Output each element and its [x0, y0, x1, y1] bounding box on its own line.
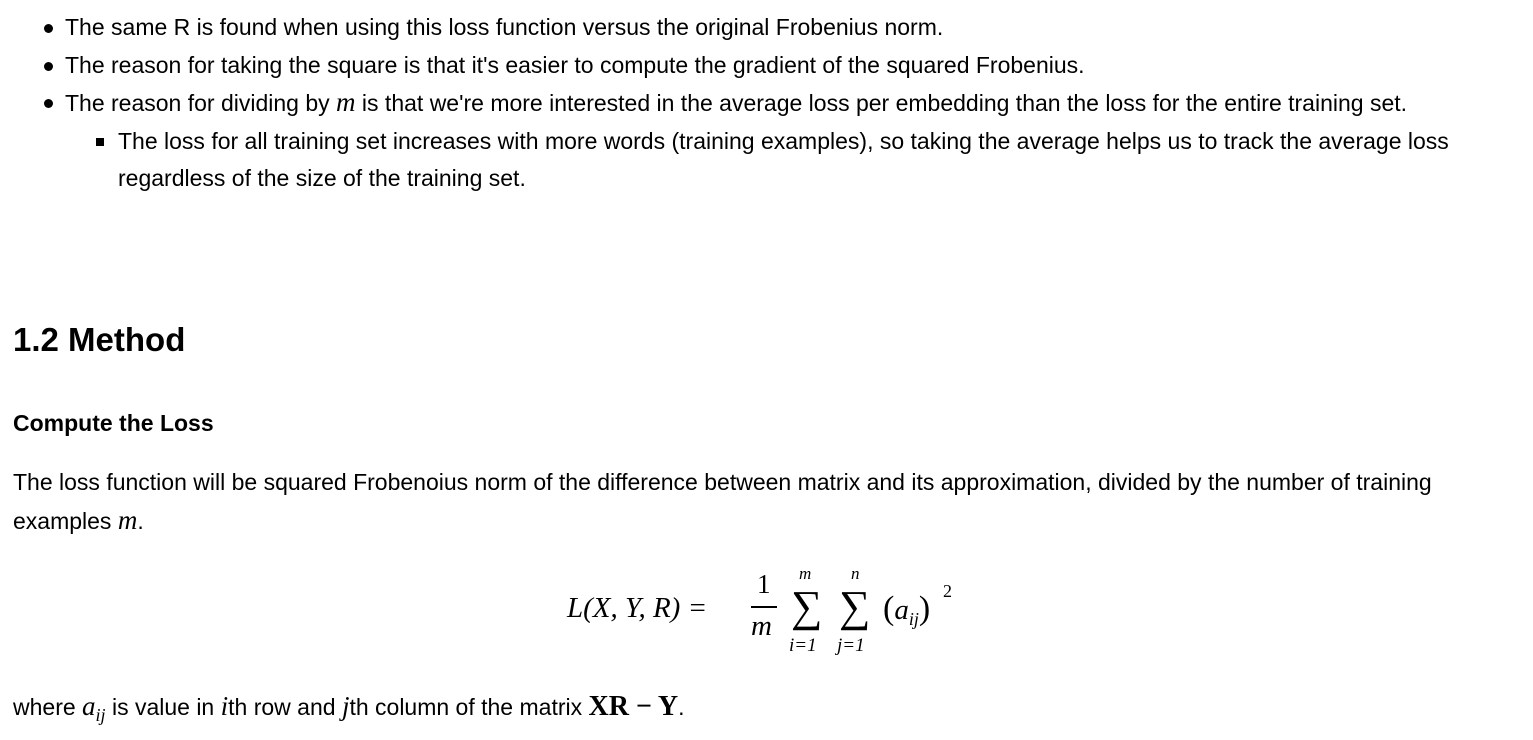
list-item [0, 84, 1500, 198]
where-text-3: th row and [228, 694, 342, 720]
bullet-list [0, 9, 1500, 198]
intro-text: The loss function will be squared Frobenoius norm of the difference between matrix and its approximation, divided by the number of training examples [13, 469, 1432, 534]
bullet-dot [44, 99, 53, 108]
sum-j-upper-limit: n [851, 564, 860, 583]
where-text-2: is value in [105, 694, 221, 720]
summand: $(a_{ij})$ [883, 590, 931, 629]
bullet-dot [44, 62, 53, 71]
fraction-bar [751, 606, 777, 608]
intro-end: . [137, 507, 144, 534]
math-variable-i: i [220, 691, 229, 721]
exponent: 2 [943, 581, 952, 601]
sub-heading: Compute the Loss [13, 410, 214, 436]
equation-lhs: L(X, Y, R) = [567, 592, 708, 624]
sum-i-symbol: ∑ [791, 582, 823, 631]
bullet-text-before: The reason for dividing by [65, 90, 337, 116]
where-end: . [678, 694, 685, 720]
math-variable-m: m [336, 87, 356, 117]
sub-bullet-text: The loss for all training set increases with more words (training examples), so taking the average helps us to track the average loss regardless of the size of the training set. [118, 127, 1449, 191]
where-text-4: th column of the matrix [349, 694, 589, 720]
math-variable-j: j [341, 691, 350, 721]
list-item [0, 9, 1500, 47]
loss-equation [567, 565, 997, 660]
section-heading: 1.2 Method [13, 321, 186, 358]
sum-j-symbol: ∑ [839, 582, 871, 631]
intro-paragraph [13, 464, 1473, 540]
list-item [0, 47, 1500, 85]
sum-i-lower-limit: i=1 [789, 635, 817, 656]
bullet-square [96, 138, 104, 146]
sum-j-lower-limit: j=1 [837, 635, 865, 656]
bullet-text: The reason for taking the square is that it's easier to compute the gradient of the squared Frobenius. [65, 51, 1085, 78]
where-text-1: where [13, 694, 83, 720]
fraction-denominator: m [751, 610, 772, 642]
bullet-text: The same R is found when using this loss function versus the original Frobenius norm. [65, 14, 944, 40]
matrix-expression: XR − Y [588, 691, 679, 722]
sum-i-upper-limit: m [799, 564, 812, 583]
math-variable-a: $a_{ij}$ [82, 691, 106, 725]
bullet-dot [44, 24, 53, 33]
fraction-numerator: 1 [757, 569, 771, 599]
sub-list-item [0, 123, 1508, 198]
where-paragraph [13, 688, 684, 727]
bullet-text-after: is that we're more interested in the average loss per embedding than the loss for the entire training set. [355, 90, 1408, 116]
math-variable-m: m [117, 504, 138, 535]
